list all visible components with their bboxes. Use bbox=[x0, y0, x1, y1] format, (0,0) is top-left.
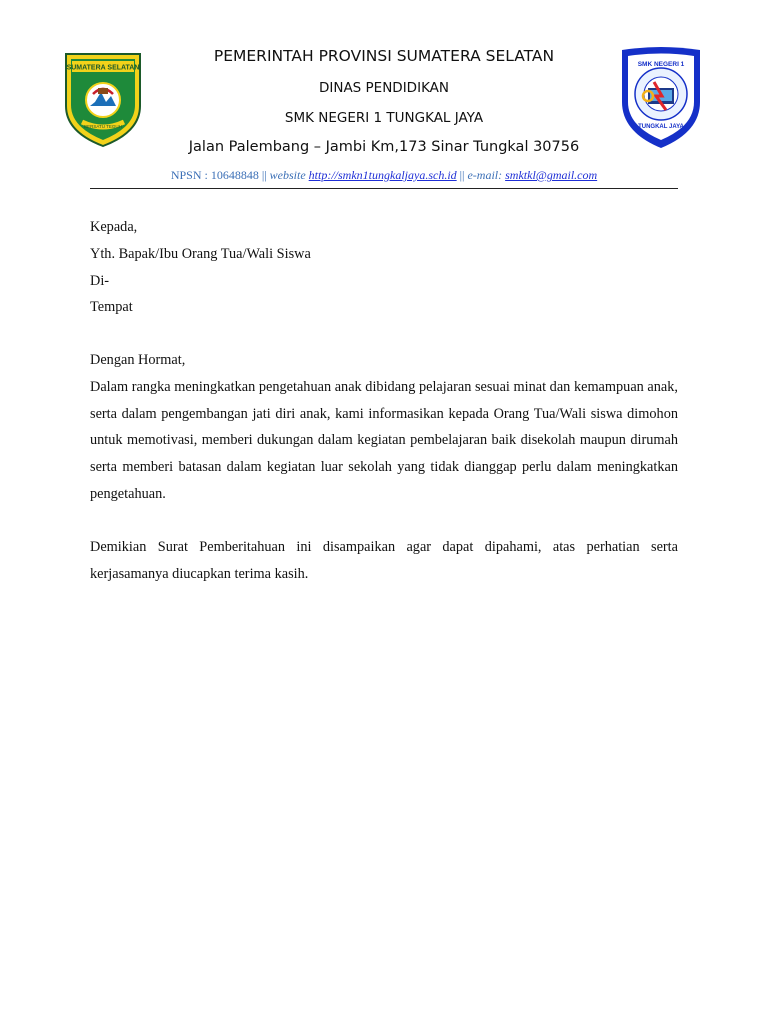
smk-negeri-logo bbox=[618, 46, 704, 150]
body-paragraph-2: Demikian Surat Pemberitahuan ini disampaikan agar dapat dipahami, atas perhatian serta kerjasamanya diucapkan terima kasih. bbox=[90, 539, 678, 582]
letterhead-address: Jalan Palembang – Jambi Km,173 Sinar Tungkal 30756 bbox=[188, 139, 580, 155]
recipient-di: Di- bbox=[90, 272, 110, 289]
greeting: Dengan Hormat, bbox=[90, 352, 186, 368]
right-logo-lettering: SMK NEGERI 1 bbox=[637, 61, 685, 68]
letterhead-government: PEMERINTAH PROVINSI SUMATERA SELATAN bbox=[213, 47, 555, 65]
body-paragraph-1: Dalam rangka meningkatkan pengetahuan anak dibidang pelajaran sesuai minat dan kemampuan anak, serta dalam pengembangan jati diri anak, kami informasikan kepada Orang Tua/Wali siswa dimohon untuk memotivasi, memberi dukungan dalam kegiatan pembelajaran baik disekolah maupun dirumah serta memberi batasan dalam kegiatan luar sekolah yang tidak dianggap perlu dalam meningkatkan pengetahuan. bbox=[90, 378, 678, 502]
letterhead-divider bbox=[90, 188, 678, 189]
provincial-shield-icon bbox=[62, 48, 144, 148]
letterhead-school-name: SMK NEGERI 1 TUNGKAL JAYA bbox=[284, 110, 484, 126]
website-link[interactable]: http://smkn1tungkaljaya.sch.id bbox=[308, 168, 457, 182]
recipient-name: Yth. Bapak/Ibu Orang Tua/Wali Siswa bbox=[90, 245, 311, 262]
recipient-to: Kepada, bbox=[90, 219, 138, 235]
website-label: website bbox=[269, 168, 309, 182]
letter-body bbox=[90, 347, 678, 508]
recipient-block bbox=[90, 214, 678, 321]
letterhead-contact bbox=[140, 168, 628, 183]
svg-text:TUNGKAL JAYA: TUNGKAL JAYA bbox=[638, 124, 684, 130]
email-label: e-mail: bbox=[467, 168, 506, 182]
separator: || bbox=[258, 168, 270, 182]
separator: || bbox=[456, 168, 468, 182]
email-link[interactable]: smktkl@gmail.com bbox=[505, 168, 598, 182]
school-shield-icon bbox=[618, 46, 704, 150]
left-logo-motto: BERSATU TEGUH bbox=[84, 124, 122, 129]
left-logo-lettering: SUMATERA SELATAN bbox=[66, 64, 140, 72]
npsn-text: NPSN : 10648848 bbox=[170, 168, 259, 182]
sumatera-selatan-emblem bbox=[62, 48, 144, 148]
recipient-place: Tempat bbox=[90, 299, 133, 316]
letterhead-department: DINAS PENDIDIKAN bbox=[318, 80, 450, 96]
